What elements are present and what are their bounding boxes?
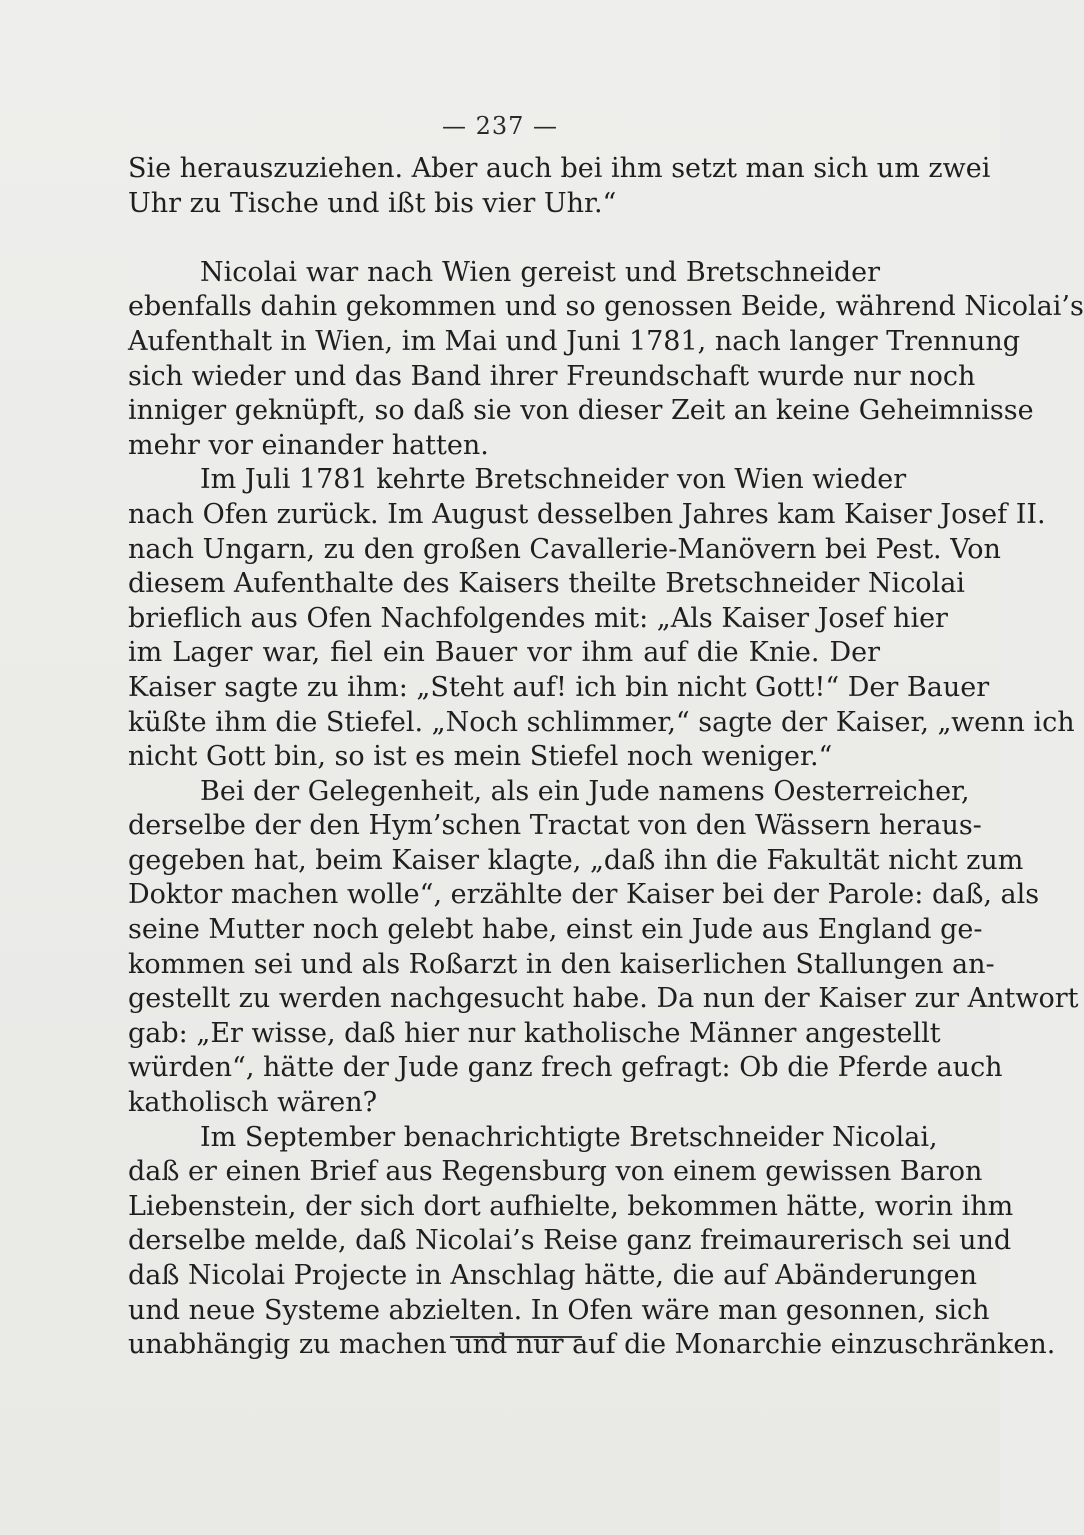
text-line: mehr vor einander hatten. <box>128 429 489 461</box>
text-line: diesem Aufenthalte des Kaisers theilte Bretschneider Nicolai <box>128 568 965 600</box>
body-text <box>128 152 1084 1363</box>
text-line: katholisch wären? <box>128 1087 378 1119</box>
text-line: Liebenstein, der sich dort aufhielte, bekommen hätte, worin ihm <box>128 1190 1014 1222</box>
text-line: Bei der Gelegenheit, als ein Jude namens Oesterreicher, <box>200 775 970 807</box>
text-line: Uhr zu Tische und ißt bis vier Uhr.“ <box>128 187 617 219</box>
text-line: derselbe melde, daß Nicolai’s Reise ganz freimaurerisch sei und <box>128 1225 1012 1257</box>
text-line: gab: „Er wisse, daß hier nur katholische Männer angestellt <box>128 1017 941 1049</box>
text-line: daß er einen Brief aus Regensburg von einem gewissen Baron <box>128 1156 983 1188</box>
text-line: würden“, hätte der Jude ganz frech gefragt: Ob die Pferde auch <box>128 1052 1003 1084</box>
text-line: daß Nicolai Projecte in Anschlag hätte, die auf Abänderungen <box>128 1260 977 1291</box>
text-line: Sie herauszuziehen. Aber auch bei ihm setzt man sich um zwei <box>128 153 991 184</box>
text-line: brieflich aus Ofen Nachfolgendes mit: „Als Kaiser Josef hier <box>128 602 948 634</box>
text-line: nicht Gott bin, so ist es mein Stiefel noch weniger.“ <box>128 741 833 773</box>
text-line: seine Mutter noch gelebt habe, einst ein Jude aus England ge- <box>128 914 983 946</box>
text-line: Kaiser sagte zu ihm: „Steht auf! ich bin nicht Gott!“ Der Bauer <box>128 671 990 703</box>
text-line: nach Ofen zurück. Im August desselben Jahres kam Kaiser Josef II. <box>128 498 1046 530</box>
text-line: nach Ungarn, zu den großen Cavallerie-Manövern bei Pest. Von <box>128 533 1001 565</box>
text-line: küßte ihm die Stiefel. „Noch schlimmer,“ sagte der Kaiser, „wenn ich <box>128 706 1075 738</box>
text-line: derselbe der den Hym’schen Tractat von den Wässern heraus- <box>128 810 982 842</box>
paragraph-gap <box>128 221 880 256</box>
text-line: Nicolai war nach Wien gereist und Bretschneider <box>200 256 880 288</box>
text-line: Doktor machen wolle“, erzählte der Kaiser bei der Parole: daß, als <box>128 879 1040 911</box>
text-line: inniger geknüpft, so daß sie von dieser Zeit an keine Geheimnisse <box>128 395 1034 427</box>
footer-rule <box>450 1336 582 1338</box>
text-line: sich wieder und das Band ihrer Freundschaft wurde nur noch <box>128 360 976 392</box>
text-line: Im September benachrichtigte Bretschneider Nicolai, <box>200 1121 938 1153</box>
text-line: kommen sei und als Roßarzt in den kaiserlichen Stallungen an- <box>128 948 995 980</box>
text-line: gestellt zu werden nachgesucht habe. Da nun der Kaiser zur Antwort <box>128 983 1079 1015</box>
text-line: im Lager war, fiel ein Bauer vor ihm auf die Knie. Der <box>128 637 880 669</box>
text-line: ebenfalls dahin gekommen und so genossen Beide, während Nicolai’s <box>128 291 1084 323</box>
page-number: — 237 — <box>441 112 559 140</box>
text-line: und neue Systeme abzielten. In Ofen wäre man gesonnen, sich <box>128 1294 990 1326</box>
text-line: Aufenthalt in Wien, im Mai und Juni 1781, nach langer Trennung <box>128 325 1021 357</box>
text-line: gegeben hat, beim Kaiser klagte, „daß ihn die Fakultät nicht zum <box>128 844 1024 876</box>
text-line: Im Juli 1781 kehrte Bretschneider von Wien wieder <box>200 464 907 496</box>
text-line: unabhängig zu machen und nur auf die Monarchie einzuschränken. <box>128 1329 1056 1361</box>
